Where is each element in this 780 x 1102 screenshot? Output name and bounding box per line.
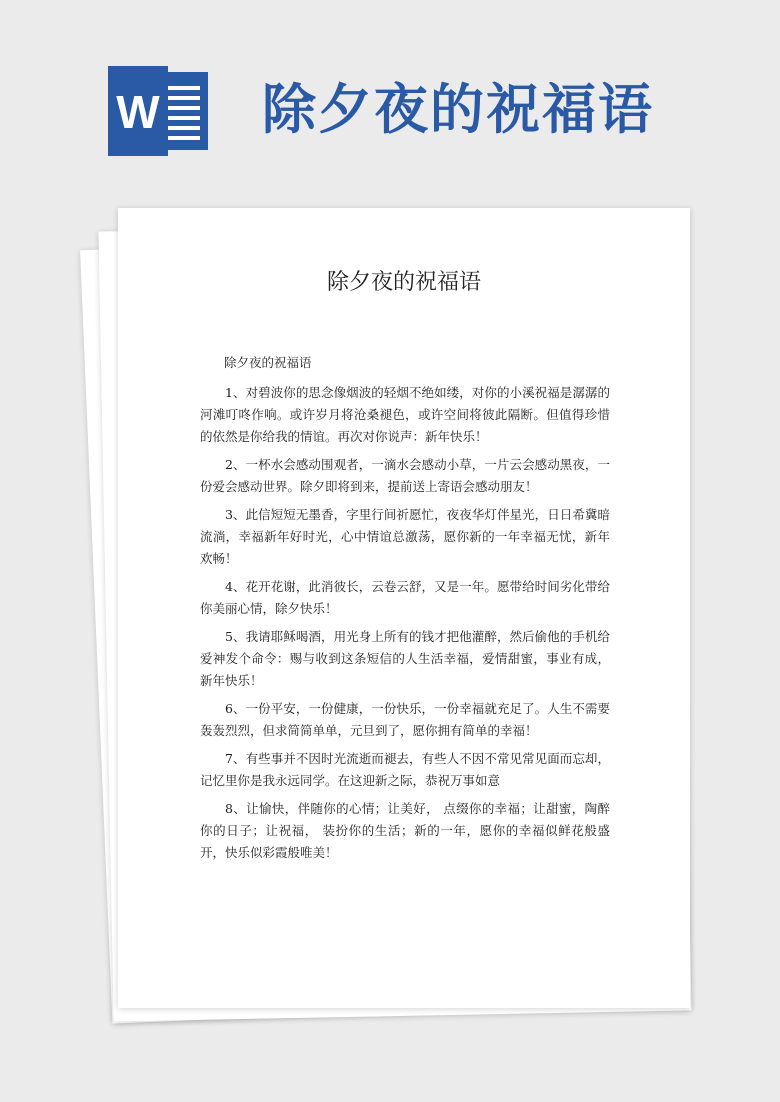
banner [0, 0, 780, 200]
paragraph: 8、让愉快，伴随你的心情；让美好， 点缀你的幸福；让甜蜜，陶醉你的日子；让祝福， 装扮你的生活；新的一年，愿你的幸福似鲜花般盛开，快乐似彩霞般唯美！ [200, 801, 610, 860]
document-body [200, 352, 610, 870]
document-title: 除夕夜的祝福语 [326, 270, 481, 295]
paragraph: 1、对碧波你的思念像烟波的轻烟不绝如缕，对你的小溪祝福是潺潺的河滩叮咚作响。或许岁月将沧桑褪色，或许空间将彼此隔断。但值得珍惜的依然是你给我的情谊。再次对你说声：新年快乐！ [200, 385, 610, 444]
paragraph: 5、我请耶稣喝酒，用光身上所有的钱才把他灌醉，然后偷他的手机给爱神发个命令：赐与收到这条短信的人生活幸福，爱情甜蜜，事业有成，新年快乐！ [200, 629, 610, 688]
banner-title: 除夕夜的祝福语 [262, 78, 654, 141]
paragraph: 2、一杯水会感动围观者，一滴水会感动小草，一片云会感动黑夜，一份爱会感动世界。除夕即将到来，提前送上寄语会感动朋友！ [200, 457, 610, 494]
paragraph: 6、一份平安，一份健康，一份快乐，一份幸福就充足了。人生不需要轰轰烈烈，但求简简单单，元旦到了，愿你拥有简单的幸福！ [200, 701, 610, 738]
paragraph: 3、此信短短无墨香，字里行间祈愿忙，夜夜华灯伴星光，日日希冀暗流淌，幸福新年好时光，心中情谊总激荡，愿你新的一年幸福无忧，新年欢畅！ [200, 507, 610, 566]
document-subtitle: 除夕夜的祝福语 [224, 355, 312, 370]
paragraph: 7、有些事并不因时光流逝而褪去，有些人不因不常见常见面而忘却，记忆里你是我永远同学。在这迎新之际，恭祝万事如意 [200, 751, 610, 788]
word-document-icon [108, 66, 208, 156]
paragraph: 4、花开花谢，此消彼长，云卷云舒，又是一年。愿带给时间劣化带给你美丽心情，除夕快乐！ [200, 579, 610, 616]
document-page [118, 208, 690, 1008]
word-icon-letter: W [116, 86, 160, 138]
